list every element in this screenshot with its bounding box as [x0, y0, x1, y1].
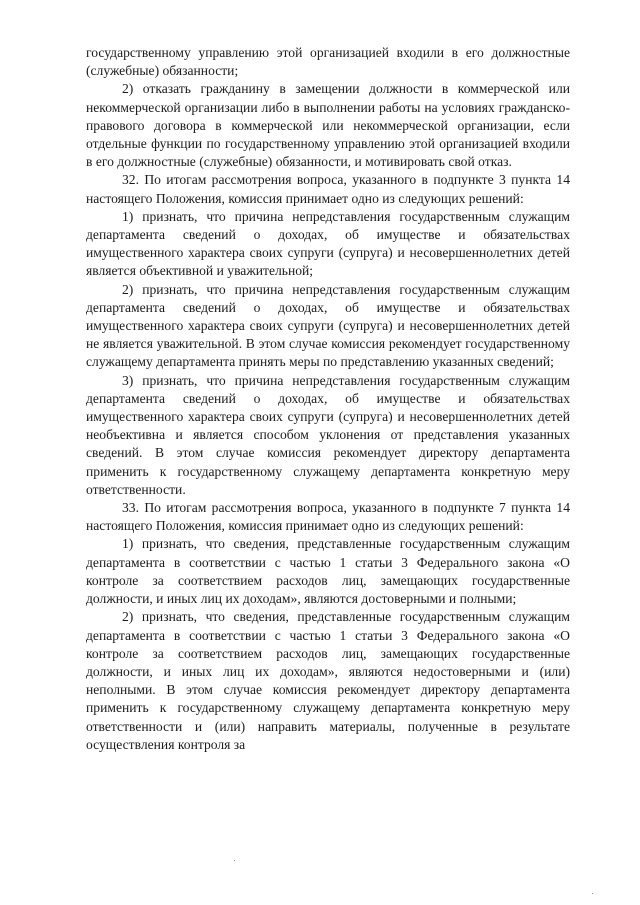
- paragraph-clause-33: 33. По итогам рассмотрения вопроса, указанного в подпункте 7 пункта 14 настоящего Положения, комиссия принимает одно из следующих решений:: [86, 500, 570, 534]
- scan-speck: [234, 860, 235, 861]
- paragraph-33-item-1: 1) признать, что сведения, представленные государственным служащим департамента в соответствии с частью 1 статьи 3 Федерального закона «О контроле за соответствием расходов лиц, замещающих государственные должности, и иных лиц их доходам», являются достоверными и полными;: [86, 536, 570, 607]
- paragraph-clause-32: 32. По итогам рассмотрения вопроса, указанного в подпункте 3 пункта 14 настоящего Положения, комиссия принимает одно из следующих решений:: [86, 172, 570, 206]
- paragraph-33-item-2: 2) признать, что сведения, представленные государственным служащим департамента в соответствии с частью 1 статьи 3 Федерального закона «О контроле за соответствием расходов лиц, замещающих государственные должности, и иных лиц их доходам», являются недостоверными и (или) неполными. В этом случае комиссия рекомендует директору департамента применить к государственному служащему департамента конкретную меру ответственности и (или) направить материалы, полученные в результате осуществления контроля за: [86, 609, 570, 752]
- paragraph-32-item-3: 3) признать, что причина непредставления государственным служащим департамента сведений о доходах, об имуществе и обязательствах имущественного характера своих супруги (супруга) и несовершеннолетних детей необъективна и является способом уклонения от представления указанных сведений. В этом случае комиссия рекомендует директору департамента применить к государственному служащему департамента конкретную меру ответственности.: [86, 372, 570, 497]
- paragraph-32-item-2: 2) признать, что причина непредставления государственным служащим департамента сведений о доходах, об имуществе и обязательствах имущественного характера своих супруги (супруга) и несовершеннолетних детей не является уважительной. В этом случае комиссия рекомендует государственному служащему департамента принять меры по представлению указанных сведений;: [86, 281, 570, 370]
- document-body: [86, 44, 570, 754]
- paragraph-continuation: государственному управлению этой организацией входили в его должностные (служебные) обязанности;: [86, 45, 570, 79]
- paragraph-item-2-refuse: 2) отказать гражданину в замещении должности в коммерческой или некоммерческой организации либо в выполнении работы на условиях гражданско-правового договора в коммерческой или некоммерческой организации, если отдельные функции по государственному управлению этой организацией входили в его должностные (служебные) обязанности, и мотивировать свой отказ.: [86, 81, 570, 170]
- paragraph-32-item-1: 1) признать, что причина непредставления государственным служащим департамента сведений о доходах, об имуществе и обязательствах имущественного характера своих супруги (супруга) и несовершеннолетних детей является объективной и уважительной;: [86, 208, 570, 279]
- scan-speck: [592, 893, 593, 894]
